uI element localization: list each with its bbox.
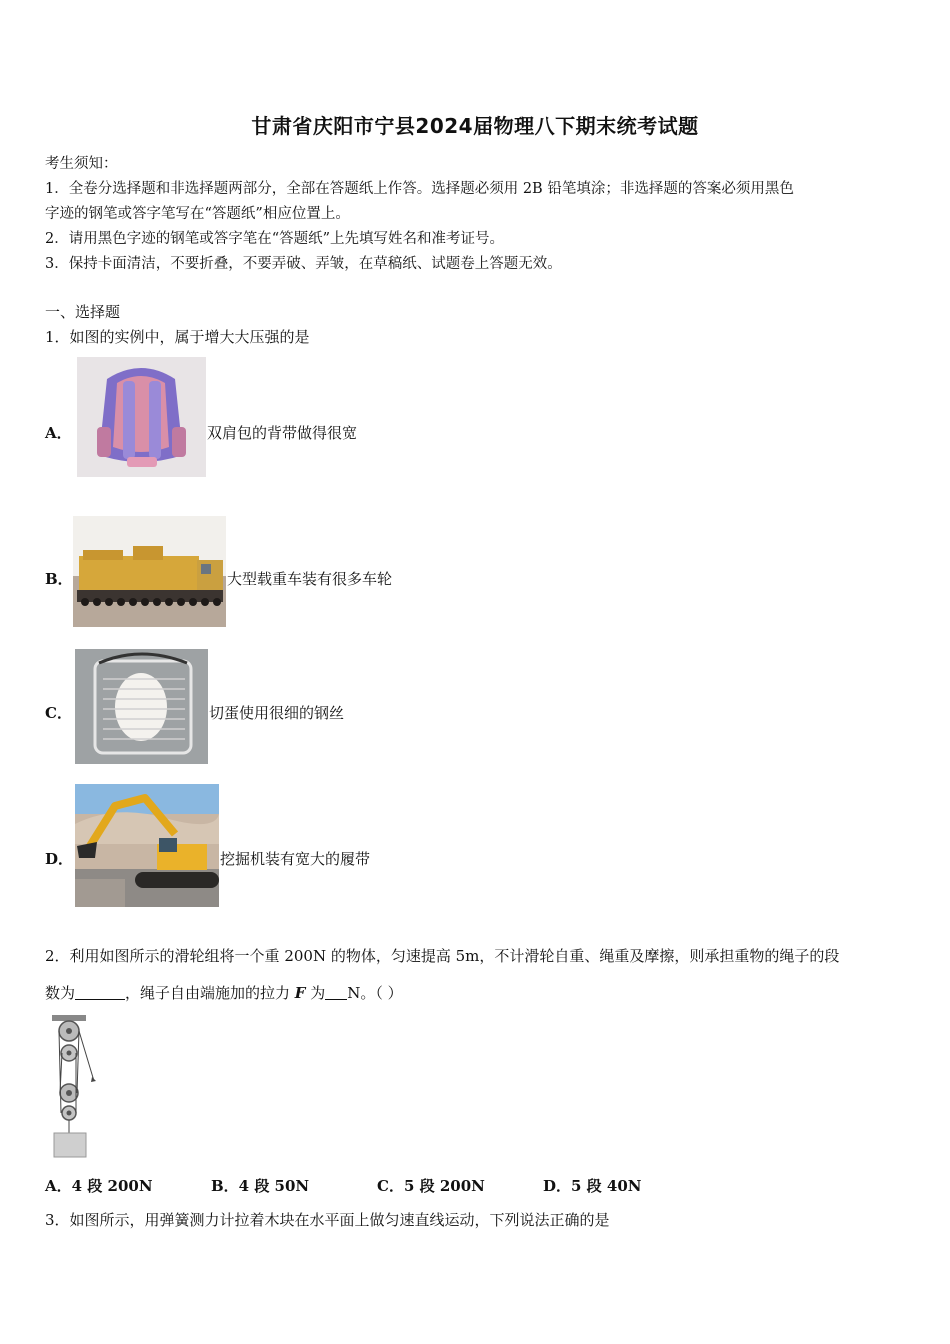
answer-blank-force	[325, 985, 347, 1000]
notice-line-2: 字迹的钢笔或答字笔写在“答题纸”相应位置上。	[45, 206, 350, 222]
notice-line-4: 3．保持卡面清洁，不要折叠，不要弄破、弄皱，在草稿纸、试题卷上答题无效。	[45, 256, 562, 272]
egg-slicer-image	[75, 649, 208, 764]
question-3-stem: 3．如图所示，用弹簧测力计拉着木块在水平面上做匀速直线运动，下列说法正确的是	[45, 1211, 610, 1229]
question-2-text-e: N。（ ）	[347, 984, 403, 1002]
question-2-stem-line-2	[45, 982, 403, 1003]
question-2-text-b: ，绳子自由端施加的拉力	[125, 984, 295, 1002]
question-1-stem: 1．如图的实例中，属于增大大压强的是	[45, 328, 310, 346]
pulley-system-diagram	[44, 1015, 100, 1160]
option-c-text: 切蛋使用很细的钢丝	[209, 704, 345, 722]
option-c-label: C．	[45, 704, 72, 722]
question-2-text-d: 为	[305, 984, 326, 1002]
option-d-text: 挖掘机装有宽大的履带	[220, 850, 371, 868]
option-b-label: B．	[45, 570, 73, 588]
option-d-label: D．	[45, 850, 74, 868]
backpack-image	[77, 357, 206, 477]
choice-d: D．5 段 40N	[543, 1177, 642, 1195]
choice-a: A．4 段 200N	[45, 1177, 153, 1195]
notice-heading: 考生须知：	[45, 156, 118, 172]
option-a-text: 双肩包的背带做得很宽	[207, 424, 358, 442]
option-a-label: A．	[45, 424, 72, 442]
excavator-image	[75, 784, 219, 907]
section-heading: 一、选择题	[45, 303, 121, 321]
answer-blank-segments	[75, 985, 125, 1000]
page-title: 甘肃省庆阳市宁县2024届物理八下期末统考试题	[251, 114, 699, 138]
option-b-text: 大型载重车装有很多车轮	[227, 570, 393, 588]
choice-c: C．5 段 200N	[377, 1177, 485, 1195]
choice-b: B．4 段 50N	[211, 1177, 310, 1195]
question-2-text-a: 数为	[45, 984, 76, 1002]
notice-line-1: 1．全卷分选择题和非选择题两部分，全部在答题纸上作答。选择题必须用 2B 铅笔填涂；非选择题的答案必须用黑色	[45, 181, 794, 197]
notice-line-3: 2．请用黑色字迹的钢笔或答字笔在“答题纸”上先填写姓名和准考证号。	[45, 231, 505, 247]
heavy-truck-image	[73, 516, 226, 627]
question-2-stem-line-1: 2．利用如图所示的滑轮组将一个重 200N 的物体，匀速提高 5m，不计滑轮自重、绳重及摩擦，则承担重物的绳子的段	[45, 947, 840, 965]
force-symbol: F	[294, 984, 306, 1002]
